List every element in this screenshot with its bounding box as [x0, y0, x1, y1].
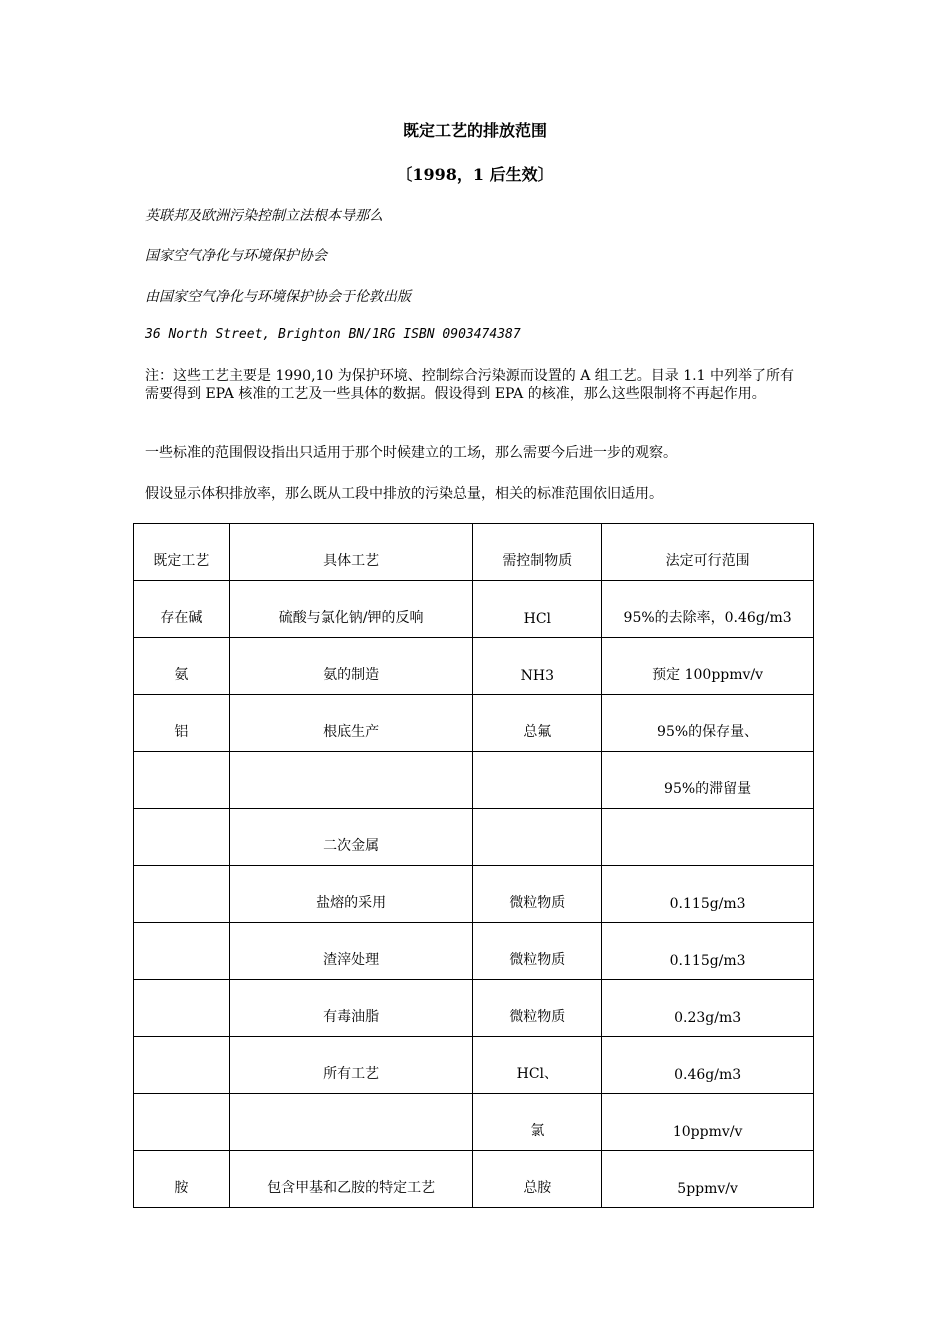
table-cell: 根底生产	[229, 695, 473, 752]
table-cell: 氯	[473, 1094, 602, 1151]
header-cell-specific-process: 具体工艺	[229, 524, 473, 581]
table-cell: 10ppmv/v	[602, 1094, 814, 1151]
table-cell: 总胺	[473, 1151, 602, 1208]
table-cell	[602, 809, 814, 866]
document-title: 既定工艺的排放范围	[402, 121, 547, 140]
table-cell: 5ppmv/v	[602, 1151, 814, 1208]
meta-line-association: 国家空气净化与环境保护协会	[145, 248, 327, 264]
table-cell: 微粒物质	[473, 980, 602, 1037]
table-cell: 有毒油脂	[229, 980, 473, 1037]
table-row	[134, 638, 814, 695]
table-row	[134, 1151, 814, 1208]
header-cell-controlled-substance: 需控制物质	[473, 524, 602, 581]
table-cell: 氨	[134, 638, 230, 695]
table-header-row	[134, 524, 814, 581]
table-cell: 0.46g/m3	[602, 1037, 814, 1094]
table-row	[134, 1094, 814, 1151]
header-cell-legal-range: 法定可行范围	[602, 524, 814, 581]
table-row	[134, 809, 814, 866]
table-cell: 0.115g/m3	[602, 923, 814, 980]
table-cell: 所有工艺	[229, 1037, 473, 1094]
table-row	[134, 695, 814, 752]
table-cell: 存在碱	[134, 581, 230, 638]
table-row	[134, 1037, 814, 1094]
table-cell: 包含甲基和乙胺的特定工艺	[229, 1151, 473, 1208]
table-row	[134, 752, 814, 809]
table-cell	[473, 809, 602, 866]
table-cell: 95%的保存量、	[602, 695, 814, 752]
table-cell: 总氟	[473, 695, 602, 752]
table-cell: 微粒物质	[473, 866, 602, 923]
table-cell: 0.115g/m3	[602, 866, 814, 923]
meta-line-address-isbn: 36 North Street, Brighton BN/1RG ISBN 0903474387	[145, 327, 521, 342]
table-cell	[134, 809, 230, 866]
standards-paragraph: 一些标准的范围假设指出只适用于那个时候建立的工场，那么需要今后进一步的观察。	[145, 445, 677, 461]
table-cell	[134, 866, 230, 923]
table-cell	[229, 1094, 473, 1151]
table-cell: 95%的滞留量	[602, 752, 814, 809]
table-row	[134, 866, 814, 923]
meta-line-guide: 英联邦及欧洲污染控制立法根本导那么	[145, 208, 383, 224]
table-cell: 渣滓处理	[229, 923, 473, 980]
table-cell: 0.23g/m3	[602, 980, 814, 1037]
table-cell	[229, 752, 473, 809]
table-cell	[473, 752, 602, 809]
header-cell-process: 既定工艺	[134, 524, 230, 581]
table-cell: 95%的去除率，0.46g/m3	[602, 581, 814, 638]
table-row	[134, 980, 814, 1037]
table-cell: 二次金属	[229, 809, 473, 866]
table-cell	[134, 1094, 230, 1151]
table-row	[134, 581, 814, 638]
meta-line-publisher: 由国家空气净化与环境保护协会于伦敦出版	[145, 289, 411, 305]
emission-rate-paragraph: 假设显示体积排放率，那么既从工段中排放的污染总量，相关的标准范围依旧适用。	[145, 486, 663, 502]
table-cell: 预定 100ppmv/v	[602, 638, 814, 695]
table-cell	[134, 923, 230, 980]
emission-limits-table	[133, 523, 814, 1208]
table-cell: HCl	[473, 581, 602, 638]
table-cell: 氨的制造	[229, 638, 473, 695]
table-cell: 铝	[134, 695, 230, 752]
note-paragraph: 注：这些工艺主要是 1990,10 为保护环境、控制综合污染源而设置的 A 组工艺。目录 1.1 中列举了所有需要得到 EPA 核准的工艺及一些具体的数据。假设得到 EPA 的核准，那么这些限制将不再起作用。	[145, 368, 794, 402]
table-cell	[134, 1037, 230, 1094]
table-cell: 微粒物质	[473, 923, 602, 980]
table-cell: 胺	[134, 1151, 230, 1208]
table-cell: NH3	[473, 638, 602, 695]
document-subtitle: 〔1998，1 后生效〕	[396, 165, 554, 184]
table-cell: HCl、	[473, 1037, 602, 1094]
table-cell: 硫酸与氯化钠/钾的反响	[229, 581, 473, 638]
table-cell: 盐熔的采用	[229, 866, 473, 923]
table-cell	[134, 752, 230, 809]
table-cell	[134, 980, 230, 1037]
table-row	[134, 923, 814, 980]
